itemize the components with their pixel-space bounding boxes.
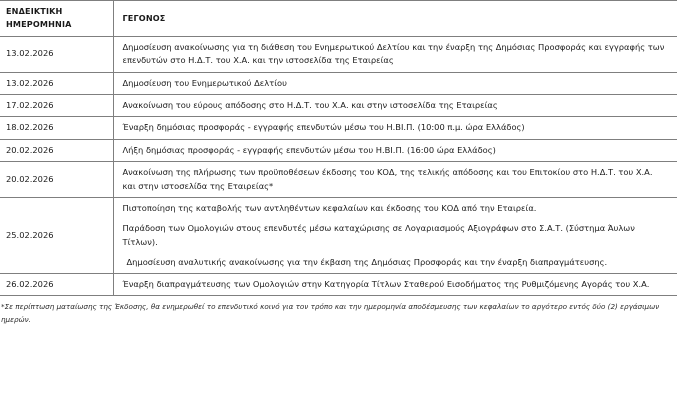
event-paragraph: Έναρξη δημόσιας προσφοράς - εγγραφής επενδυτών μέσω του Η.ΒΙ.Π. (10:00 π.μ. ώρα Ελλάδος) <box>122 122 525 133</box>
cell-event <box>113 273 677 295</box>
column-header-date-line2: ΗΜΕΡΟΜΗΝΙΑ <box>6 19 72 30</box>
table-header-row <box>0 1 677 37</box>
cell-date: 18.02.2026 <box>0 117 113 139</box>
cell-event <box>113 72 677 94</box>
cell-event <box>113 117 677 139</box>
cell-date: 26.02.2026 <box>0 273 113 295</box>
table-row <box>0 95 677 117</box>
cell-event <box>113 198 677 274</box>
table-header <box>0 1 677 37</box>
table-row <box>0 36 677 72</box>
cell-date: 13.02.2026 <box>0 36 113 72</box>
column-header-event: ΓΕΓΟΝΟΣ <box>113 1 677 37</box>
table-footnote: *Σε περίπτωση ματαίωσης της Έκδοσης, θα ενημερωθεί το επενδυτικό κοινό για τον τρόπο και την ημερομηνία αποδέσμευσης των κεφαλαίων το αργότερο εντός δύο (2) εργάσιμων ημερών. <box>1 302 660 325</box>
table-row <box>0 198 677 274</box>
event-paragraph: Πιστοποίηση της καταβολής των αντληθέντων κεφαλαίων και έκδοσης του ΚΟΔ από την Εταιρεία. <box>122 203 537 214</box>
event-paragraph: Λήξη δημόσιας προσφοράς - εγγραφής επενδυτών μέσω του Η.ΒΙ.Π. (16:00 ώρα Ελλάδος) <box>122 144 496 155</box>
table-row <box>0 273 677 295</box>
event-paragraph: Δημοσίευση ανακοίνωσης για τη διάθεση του Ενημερωτικού Δελτίου και την έναρξη της Δημόσιας Προσφοράς και εγγραφής των επενδυτών στο Η.Δ.Τ. του Χ.Α. και την ιστοσελίδα της Εταιρείας <box>122 41 665 66</box>
cell-event <box>113 95 677 117</box>
event-paragraph: Ανακοίνωση της πλήρωσης των προϋποθέσεων έκδοσης του ΚΟΔ, της τελικής απόδοσης και του Επιτοκίου στο Η.Δ.Τ. του Χ.Α. και στην ιστοσελίδα της Εταιρείας* <box>122 167 653 191</box>
event-paragraph: Δημοσίευση του Ενημερωτικού Δελτίου <box>122 77 287 88</box>
event-paragraph: Δημοσίευση αναλυτικής ανακοίνωσης για την έκβαση της Δημόσιας Προσφοράς και την έναρξη διαπραγμάτευσης. <box>126 256 608 267</box>
table-body <box>0 36 677 296</box>
table-row <box>0 139 677 161</box>
cell-event <box>113 162 677 198</box>
event-paragraph: Ανακοίνωση του εύρους απόδοσης στο Η.Δ.Τ. του Χ.Α. και στην ιστοσελίδα της Εταιρείας <box>122 100 498 110</box>
column-header-date-line1: ΕΝΔΕΙΚΤΙΚΗ <box>6 6 63 16</box>
cell-event <box>113 139 677 161</box>
table-row <box>0 117 677 139</box>
cell-date: 17.02.2026 <box>0 95 113 117</box>
cell-event <box>113 36 677 72</box>
column-header-date <box>0 1 113 37</box>
table-row <box>0 72 677 94</box>
event-paragraph: Παράδοση των Ομολογιών στους επενδυτές μέσω καταχώρισης σε Λογαριασμούς Αξιογράφων στο Σ.Α.Τ. (Σύστημα Άυλων Τίτλων). <box>122 223 635 247</box>
cell-date: 20.02.2026 <box>0 162 113 198</box>
cell-date: 20.02.2026 <box>0 139 113 161</box>
table-row <box>0 162 677 198</box>
event-paragraph: Έναρξη διαπραγμάτευσης των Ομολογιών στην Κατηγορία Τίτλων Σταθερού Εισοδήματος της Ρυθμιζόμενης Αγοράς του Χ.Α. <box>122 278 650 289</box>
cell-date: 25.02.2026 <box>0 198 113 274</box>
cell-date: 13.02.2026 <box>0 72 113 94</box>
